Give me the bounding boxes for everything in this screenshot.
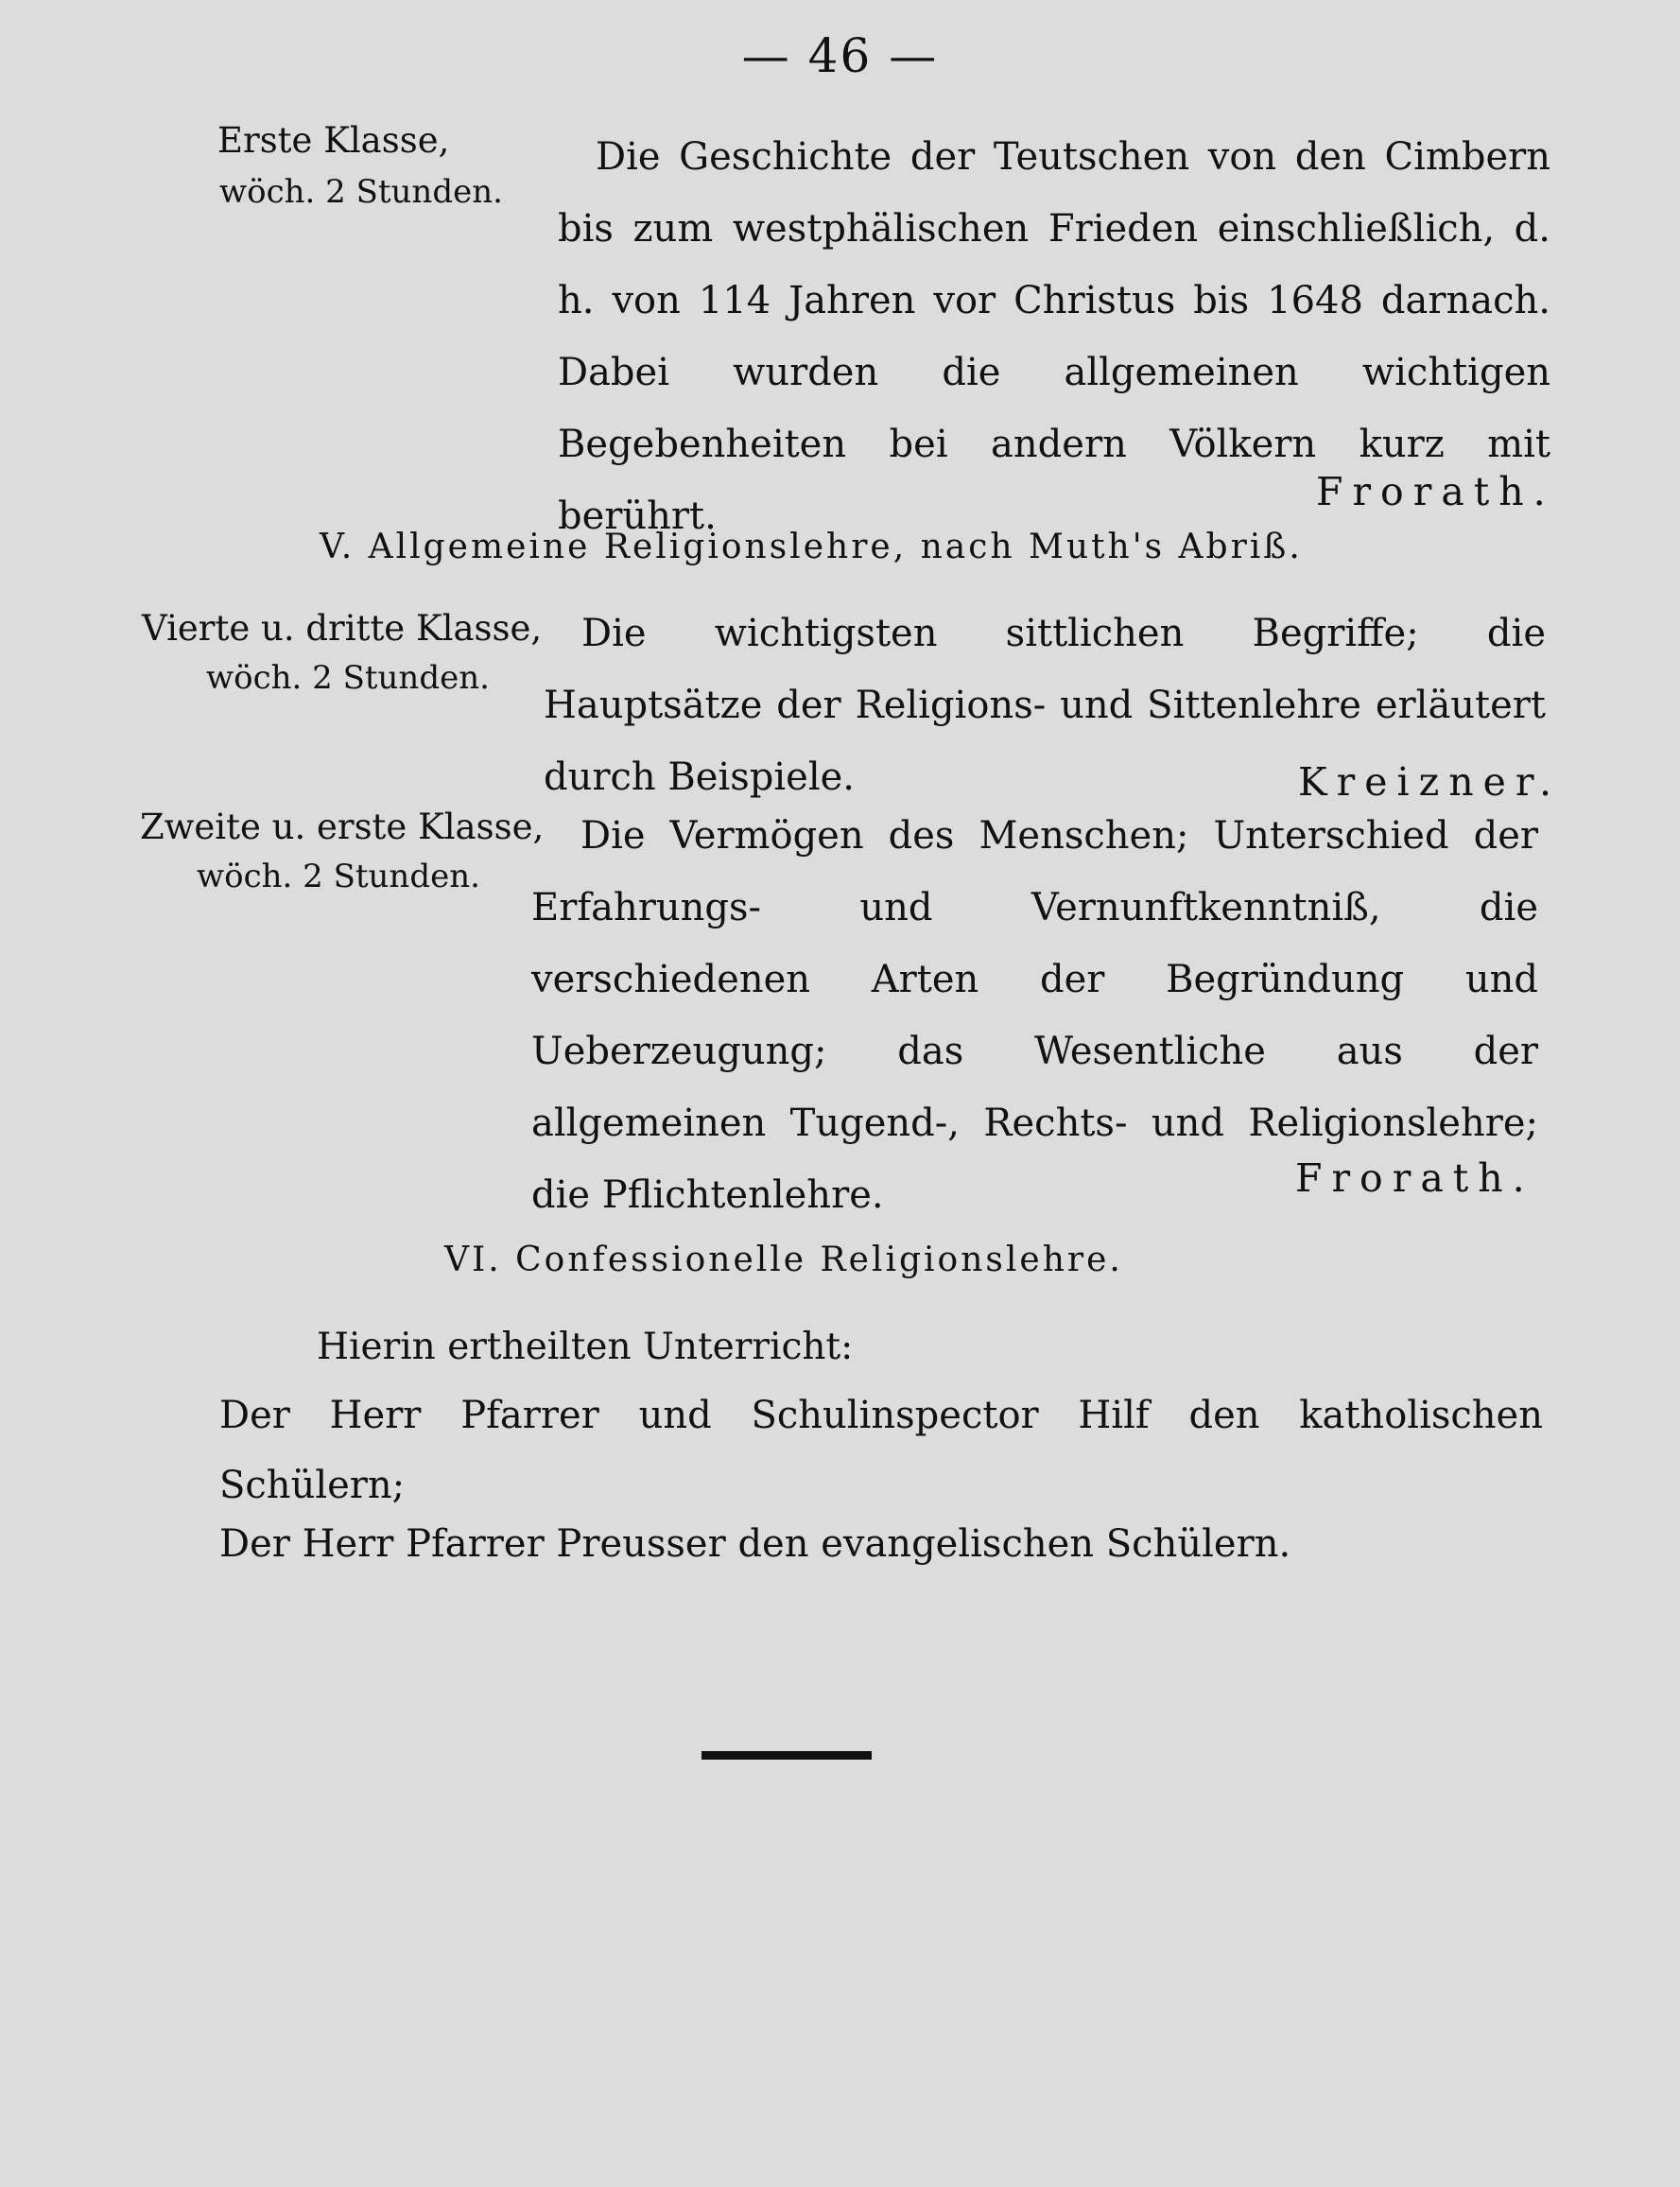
teacher-line: Der Herr Pfarrer und Schulinspector Hilf den katholischen Schülern; — [219, 1394, 1543, 1507]
closing-rule — [701, 1751, 872, 1760]
signature: Frorath. — [1295, 1155, 1534, 1201]
hours-label: wöch. 2 Stunden. — [206, 659, 490, 697]
block1-text: Die wichtigsten sittlichen Begriffe; die Hauptsätze der Religions- und Sittenlehre erläutert durch Beispiele. — [544, 612, 1546, 799]
class-label: Zweite u. erste Klasse, — [140, 807, 545, 847]
section-heading: V. Allgemeine Religionslehre, nach Muth's Abriß. — [320, 528, 1303, 566]
block2-text: Die Vermögen des Menschen; Unterschied der Erfahrungs- und Vernunftkenntniß, die verschiedenen Arten der Begründung und Ueberzeugung; das Wesentliche aus der allgemeinen Tugend-, Rechts- und Religionslehre; die Pflichtenlehre. — [531, 814, 1538, 1217]
section1-text: Die Geschichte der Teutschen von den Cimbern bis zum westphälischen Frieden einschließlich, d. h. von 114 Jahren vor Christus bis 1648 darnach. Dabei wurden die allgemeinen wichtigen Begebenheiten bei andern Völkern kurz mit berührt. — [558, 135, 1550, 538]
intro-text: Hierin ertheilten Unterricht: — [317, 1326, 854, 1368]
signature: Frorath. — [1316, 469, 1555, 514]
teacher-line: Der Herr Pfarrer Preusser den evangelischen Schülern. — [219, 1522, 1291, 1566]
hours-label: wöch. 2 Stunden. — [197, 858, 480, 895]
page-number: — 46 — — [741, 28, 939, 83]
class-label: Vierte u. dritte Klasse, — [142, 608, 543, 649]
hours-label: wöch. 2 Stunden. — [219, 173, 503, 211]
signature: Kreizner. — [1298, 759, 1562, 805]
class-label: Erste Klasse, — [217, 120, 450, 161]
section-heading: VI. Confessionelle Religionslehre. — [444, 1241, 1123, 1279]
